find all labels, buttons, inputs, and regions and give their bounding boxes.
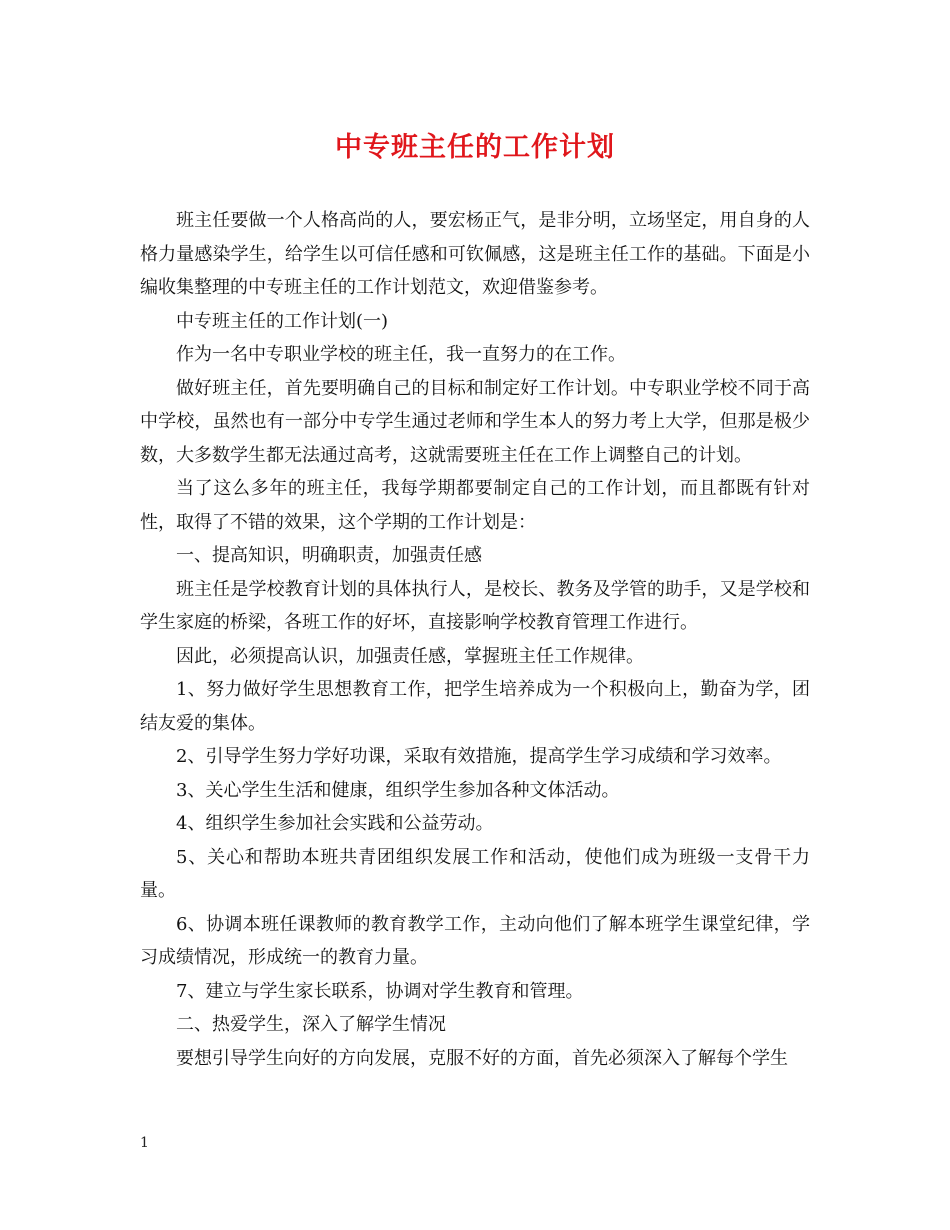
paragraph: 因此，必须提高认识，加强责任感，掌握班主任工作规律。	[176, 645, 644, 667]
list-item: 6、协调本班任课教师的教育教学工作，主动向他们了解本班学生课堂纪律，学习成绩情况，形成统一的教育力量。	[140, 913, 810, 968]
section-heading-two: 二、热爱学生，深入了解学生情况	[176, 1014, 446, 1035]
list-item: 7、建立与学生家长联系，协调对学生教育和管理。	[176, 980, 584, 1002]
list-item: 5、关心和帮助本班共青团组织发展工作和活动，使他们成为班级一支骨干力量。	[140, 846, 810, 901]
list-item: 1、努力做好学生思想教育工作，把学生培养成为一个积极向上，勤奋为学，团结友爱的集体。	[140, 679, 810, 734]
list-item: 4、组织学生参加社会实践和公益劳动。	[176, 813, 494, 834]
paragraph: 做好班主任，首先要明确自己的目标和制定好工作计划。中专职业学校不同于高中学校，虽然也有一部分中专学生通过老师和学生本人的努力考上大学，但那是极少数，大多数学生都无法通过高考，这就需要班主任在工作上调整自己的计划。	[140, 377, 810, 466]
paragraph: 当了这么多年的班主任，我每学期都要制定自己的工作计划，而且都既有针对性，取得了不错的效果，这个学期的工作计划是：	[140, 478, 810, 533]
list-item: 2、引导学生努力学好功课，采取有效措施，提高学生学习成绩和学习效率。	[176, 746, 782, 767]
page-title: 中专班主任的工作计划	[335, 132, 615, 163]
section-heading-plan-one: 中专班主任的工作计划(一)	[176, 310, 389, 332]
paragraph: 作为一名中专职业学校的班主任，我一直努力的在工作。	[176, 344, 626, 365]
paragraph-intro: 班主任要做一个人格高尚的人，要宏杨正气，是非分明，立场坚定，用自身的人格力量感染学生，给学生以可信任感和可钦佩感，这是班主任工作的基础。下面是小编收集整理的中专班主任的工作计划范文，欢迎借鉴参考。	[140, 210, 810, 298]
document-body	[140, 204, 810, 1075]
page-number: 1	[140, 1135, 149, 1151]
paragraph: 班主任是学校教育计划的具体执行人，是校长、教务及学管的助手，又是学校和学生家庭的桥梁，各班工作的好坏，直接影响学校教育管理工作进行。	[140, 578, 810, 633]
paragraph: 要想引导学生向好的方向发展，克服不好的方面，首先必须深入了解每个学生	[176, 1047, 788, 1069]
section-heading-one: 一、提高知识，明确职责，加强责任感	[176, 545, 482, 566]
list-item: 3、关心学生生活和健康，组织学生参加各种文体活动。	[176, 779, 620, 801]
